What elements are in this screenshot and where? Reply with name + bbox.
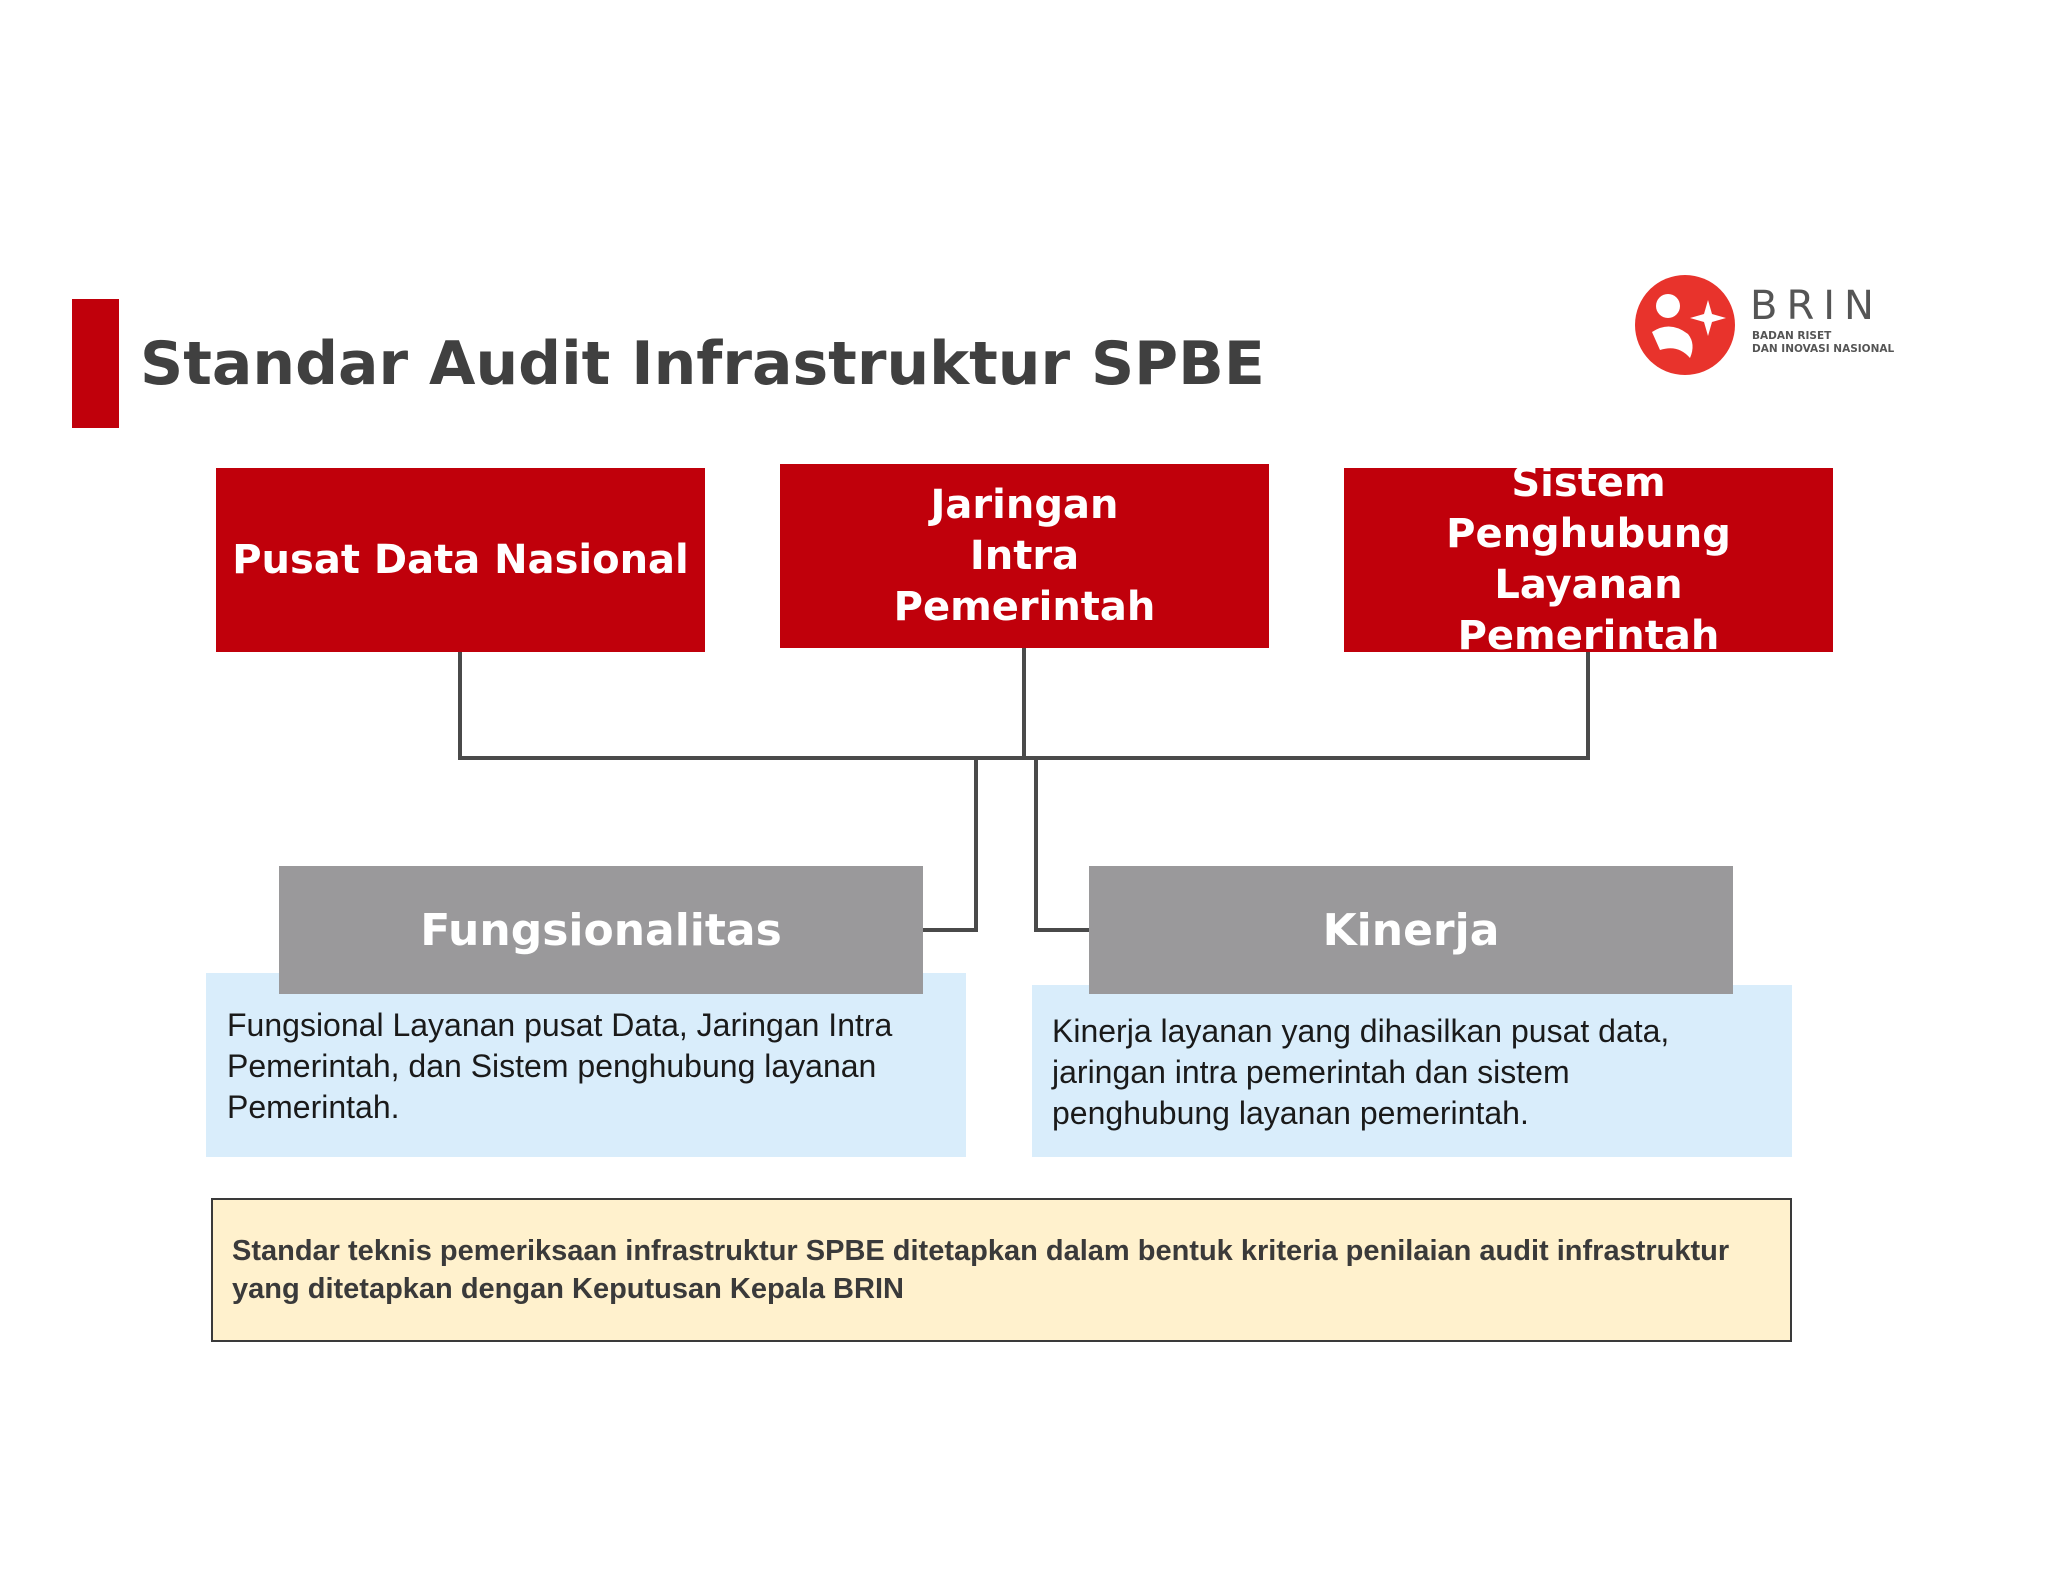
box-pusat-data-nasional	[216, 468, 705, 652]
box-sistem-penghubung	[1344, 460, 1833, 659]
fungsionalitas-description: Fungsional Layanan pusat Data, Jaringan Intra Pemerintah, dan Sistem penghubung layanan Pemerintah.	[227, 1007, 893, 1125]
kinerja-description: Kinerja layanan yang dihasilkan pusat data, jaringan intra pemerintah dan sistem penghubung layanan pemerintah.	[1052, 1013, 1670, 1131]
connector-pusat-data	[460, 652, 1024, 758]
box-sistem-penghubung-label: Sistem Penghubung Layanan Pemerintah	[1446, 460, 1731, 659]
connector-fungsionalitas	[923, 758, 976, 930]
box-jaringan-intra-pemerintah	[780, 464, 1269, 648]
category-fungsionalitas	[279, 866, 923, 994]
logo-wordmark: BRIN	[1750, 283, 1883, 329]
logo-subtitle-line2: DAN INOVASI NASIONAL	[1752, 343, 1895, 355]
category-kinerja-label: Kinerja	[1322, 904, 1500, 956]
connector-sistem	[1024, 652, 1588, 758]
box-jaringan-intra-pemerintah-label: Jaringan Intra Pemerintah	[893, 481, 1156, 630]
logo-subtitle-line1: BADAN RISET	[1752, 330, 1832, 342]
note-text: Standar teknis pemeriksaan infrastruktur SPBE ditetapkan dalam bentuk kriteria penilaian audit infrastruktur yang ditetapkan dengan Keputusan Kepala BRIN	[232, 1235, 1730, 1305]
box-pusat-data-nasional-label: Pusat Data Nasional	[232, 536, 689, 583]
category-fungsionalitas-label: Fungsionalitas	[420, 904, 782, 956]
page-title: Standar Audit Infrastruktur SPBE	[140, 329, 1265, 399]
connector-kinerja	[1036, 758, 1089, 930]
category-kinerja	[1089, 866, 1733, 994]
